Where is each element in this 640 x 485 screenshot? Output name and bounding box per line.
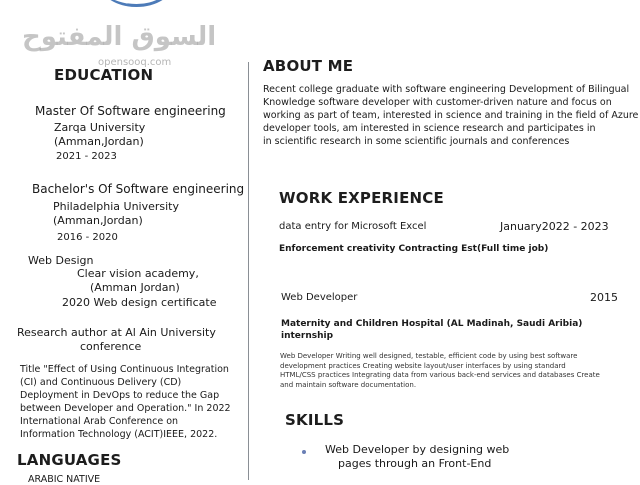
about-line: Knowledge software developer with customer-driven nature and focus on [263, 97, 612, 108]
masters-school: Zarqa University [54, 121, 146, 134]
research-role: Research author at Al Ain University [17, 326, 216, 339]
job1-dates: January2022 - 2023 [500, 220, 609, 233]
education-heading: EDUCATION [54, 66, 154, 84]
skills-heading: SKILLS [285, 411, 345, 429]
language-item: ARABIC NATIVE [28, 474, 101, 485]
bullet-icon [302, 450, 306, 454]
work-heading: WORK EXPERIENCE [279, 189, 444, 207]
masters-location: (Amman,Jordan) [54, 135, 144, 148]
job2-title: Web Developer [281, 292, 358, 303]
webdesign-location: (Amman Jordan) [90, 281, 180, 294]
job1-company: Enforcement creativity Contracting Est(Full time job) [279, 244, 549, 254]
research-line: Title "Effect of Using Continuous Integration [20, 364, 229, 375]
masters-degree: Master Of Software engineering [35, 104, 226, 118]
bachelors-location: (Amman,Jordan) [53, 214, 143, 227]
languages-heading: LANGUAGES [17, 451, 122, 469]
watermark-url: opensooq.com [98, 57, 172, 68]
skill-item-cont: pages through an Front-End [338, 457, 492, 470]
webdesign-title: Web Design [28, 254, 94, 267]
bachelors-years: 2016 - 2020 [57, 232, 118, 243]
column-divider [248, 62, 249, 480]
job1-title: data entry for Microsoft Excel [279, 221, 427, 232]
about-line: in scientific research in some scientific journals and conferences [263, 136, 570, 147]
job2-company: Maternity and Children Hospital (AL Madinah, Saudi Aribia) [281, 319, 583, 329]
masters-years: 2021 - 2023 [56, 151, 117, 162]
research-line: Deployment in DevOps to reduce the Gap [20, 390, 220, 401]
about-line: working as part of team, interested in science and training in the field of Azure [263, 110, 639, 121]
webdesign-certificate: 2020 Web design certificate [62, 296, 217, 309]
research-line: International Arab Conference on [20, 416, 179, 427]
about-line: developer tools, am interested in science research and participates in [263, 123, 596, 134]
bachelors-school: Philadelphia University [53, 200, 180, 213]
skill-item: Web Developer by designing web [325, 443, 510, 456]
job2-type: internship [281, 331, 334, 341]
bachelors-degree: Bachelor's Of Software engineering [32, 182, 245, 196]
research-line: Information Technology (ACIT)IEEE, 2022. [20, 429, 218, 440]
about-line: Recent college graduate with software engineering Development of Bilingual [263, 84, 630, 95]
webdesign-school: Clear vision academy, [77, 267, 199, 280]
research-role-cont: conference [80, 340, 142, 353]
about-heading: ABOUT ME [263, 57, 354, 75]
header-decoration [100, 0, 173, 7]
research-line: between Developer and Operation." In 2022 [20, 403, 231, 414]
research-line: (CI) and Continuous Delivery (CD) [20, 377, 182, 388]
watermark-logo: السوق المفتوح [22, 22, 217, 52]
job2-year: 2015 [590, 291, 618, 304]
job2-description: Web Developer Writing well designed, testable, efficient code by using best software development practices Creating website layout/user interfaces by using standard HTML/CSS practices Integrating data from various back-end services and databases Create and maintain software documentation. [280, 352, 600, 389]
